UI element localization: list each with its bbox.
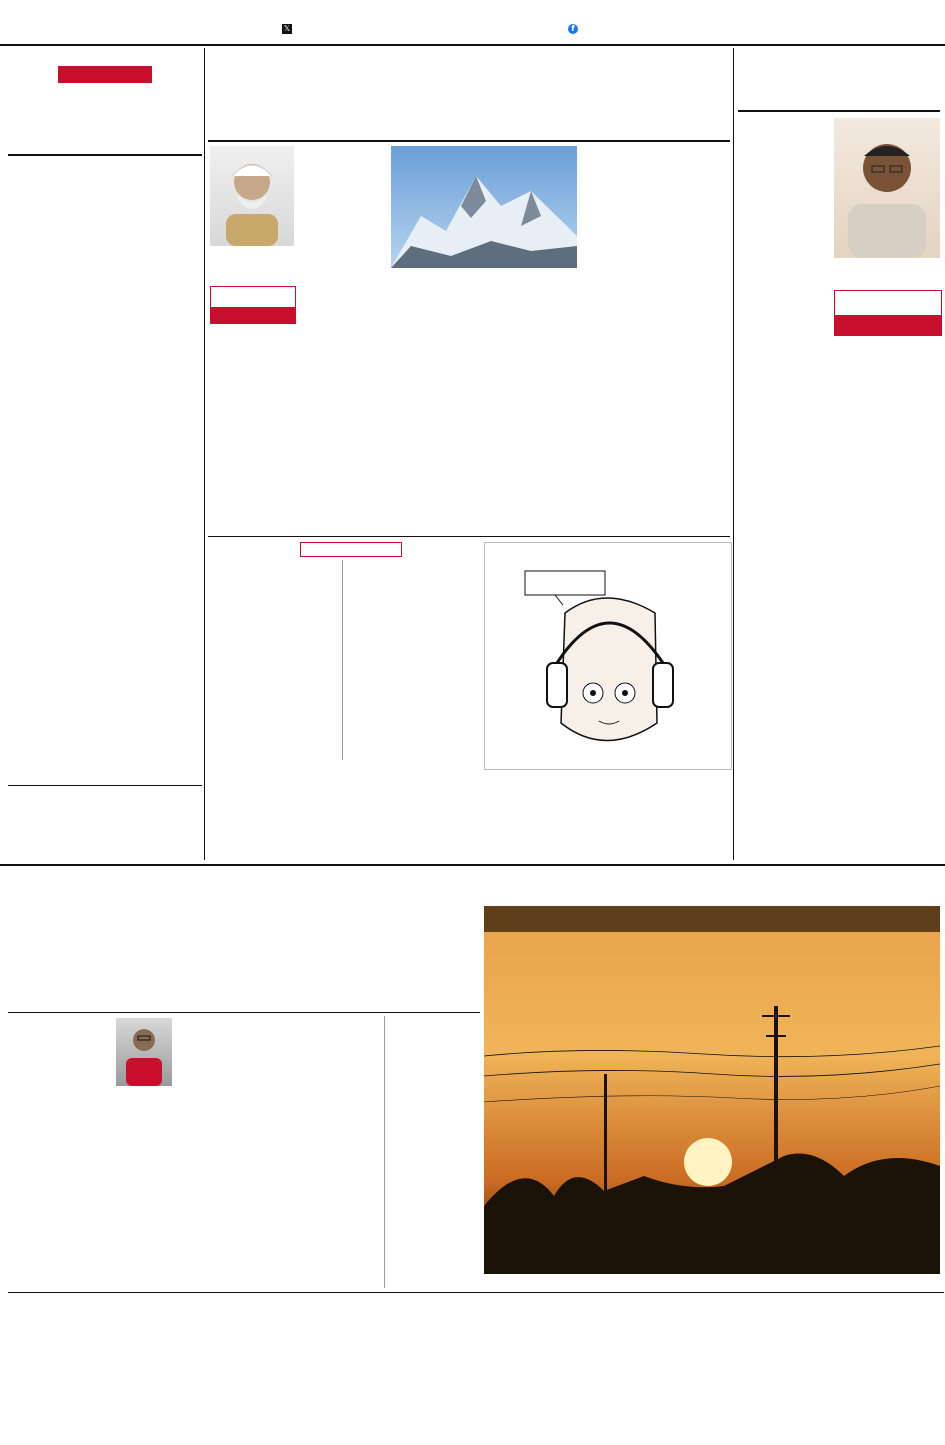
story1-side-divider — [384, 1016, 385, 1288]
x-icon: 𝕏 — [283, 24, 291, 33]
caste-author-photo — [834, 118, 940, 258]
masthead — [0, 0, 945, 46]
caste-divider — [738, 110, 940, 112]
letter1 — [210, 560, 340, 740]
column-rule-right — [733, 48, 734, 860]
story1-photo — [116, 1018, 172, 1086]
editorial-body — [74, 162, 202, 782]
letter2 — [345, 560, 475, 740]
caste-body2 — [740, 350, 940, 825]
editorial-pullquote — [8, 330, 68, 610]
photo-title-bar — [484, 906, 940, 932]
vichar-logo-box — [210, 286, 296, 324]
story1-divider — [8, 1012, 480, 1013]
story1-col2 — [176, 1018, 276, 1288]
lead-col3 — [391, 270, 577, 533]
lead-col1 — [296, 146, 388, 284]
lead-col4 — [580, 146, 730, 524]
himalaya-photo — [391, 146, 577, 268]
caste-logo-tag — [835, 315, 941, 335]
lead-divider — [208, 140, 730, 142]
section2-top-rule — [0, 864, 945, 866]
vichar-logo-tag — [211, 307, 295, 323]
column-rule — [204, 48, 205, 860]
cartoon-box — [484, 542, 732, 770]
letters-divider — [342, 560, 343, 760]
story1-side-body — [388, 1044, 478, 1288]
lead-col2 — [210, 328, 385, 533]
story1-col1 — [10, 1038, 110, 1288]
story1-col3 — [280, 1018, 380, 1288]
lead-bottom-divider — [208, 536, 730, 537]
editorial-divider — [8, 154, 202, 156]
author-photo — [210, 146, 294, 246]
section2-label-box — [410, 869, 540, 887]
readers-label-box — [300, 542, 402, 557]
caste-body1 — [740, 116, 830, 346]
editorial-label — [58, 66, 152, 83]
caste-logo-box — [834, 290, 942, 336]
facebook-icon: f — [568, 24, 578, 34]
editorial-footer-divider — [8, 785, 202, 786]
sunset-photo — [484, 906, 940, 1274]
lower-divider — [8, 1292, 944, 1293]
